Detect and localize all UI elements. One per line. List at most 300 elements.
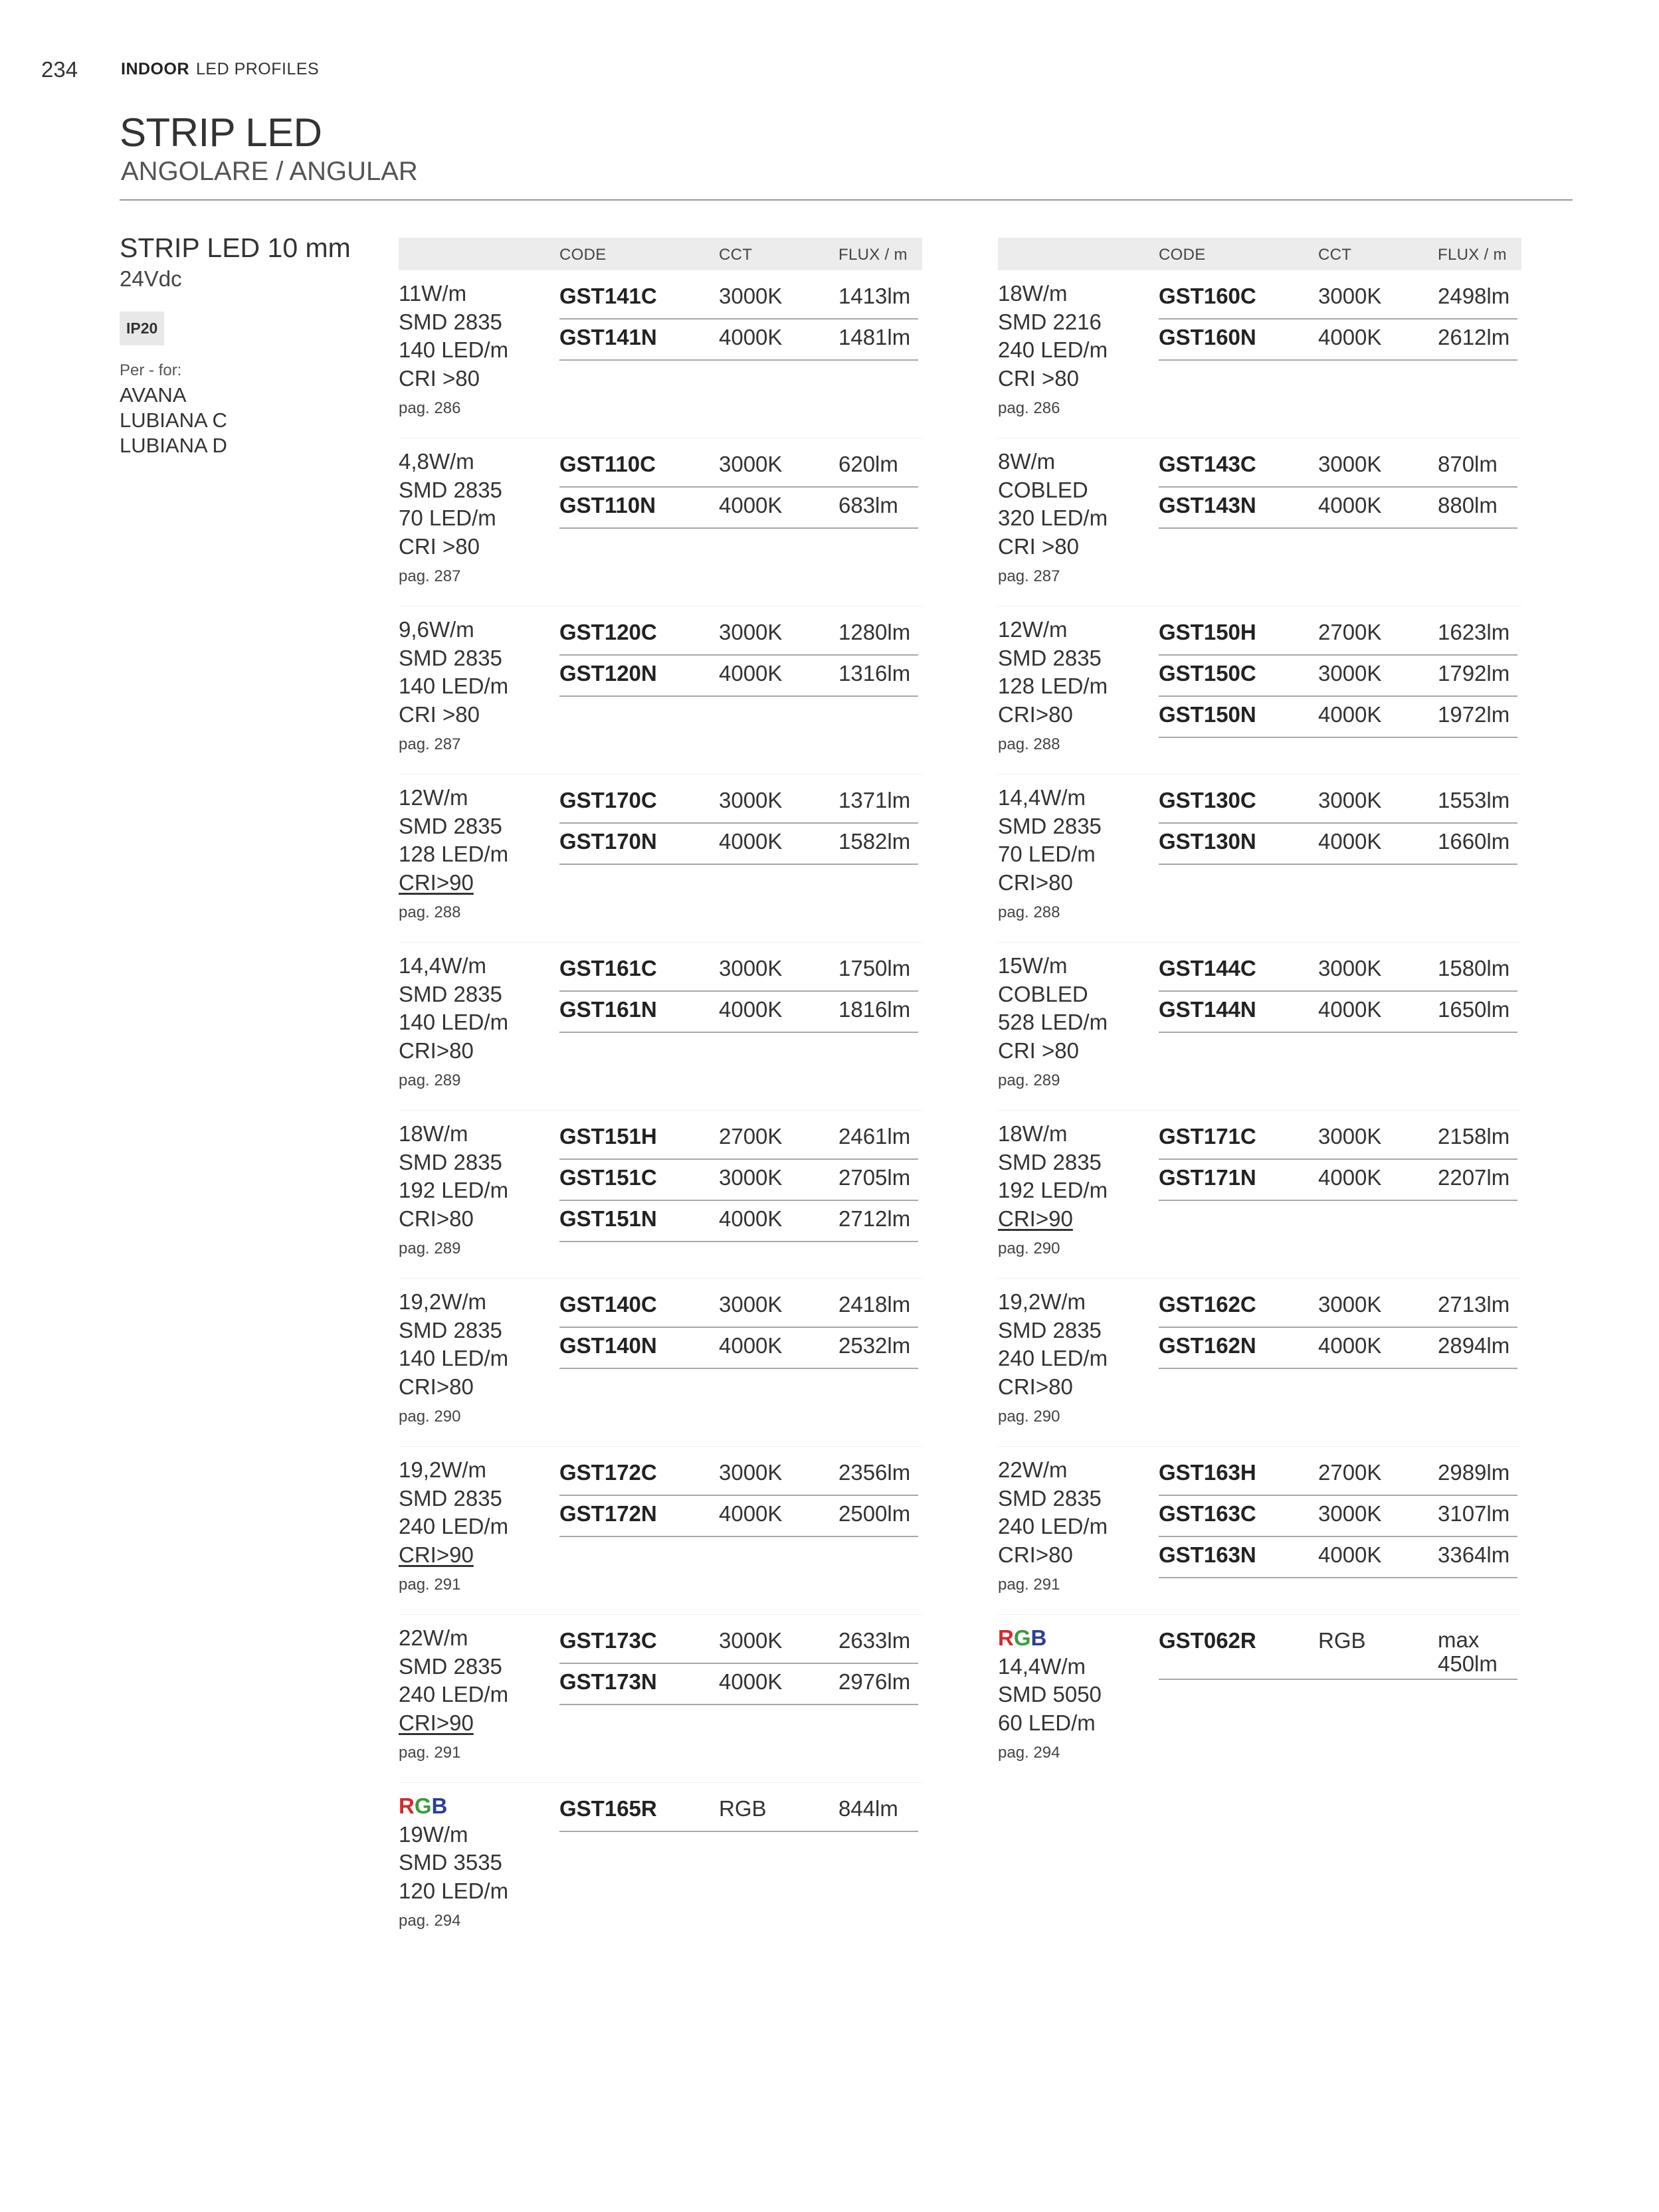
spec-group bbox=[998, 270, 1521, 438]
spec-line: SMD 2835 bbox=[998, 645, 1102, 670]
code-list bbox=[1159, 280, 1517, 362]
spec-block bbox=[399, 1456, 551, 1594]
spec-line: 70 LED/m bbox=[998, 842, 1096, 866]
spec-group bbox=[998, 942, 1521, 1110]
spec-block bbox=[998, 448, 1151, 586]
spec-group bbox=[399, 606, 922, 774]
spec-line: CRI>80 bbox=[998, 1374, 1073, 1399]
spec-group bbox=[399, 1614, 922, 1782]
spec-line: CRI>90 bbox=[399, 870, 474, 895]
flux-value: 1816lm bbox=[838, 997, 911, 1022]
cct-value: 3000K bbox=[719, 956, 783, 980]
cct-value: 4000K bbox=[1318, 997, 1382, 1022]
cct-value: 3000K bbox=[1318, 284, 1382, 308]
spec-line: 19,2W/m bbox=[998, 1289, 1086, 1314]
header-flux: FLUX / m bbox=[1438, 246, 1507, 264]
section-bold: INDOOR bbox=[121, 60, 189, 78]
flux-value: 1792lm bbox=[1438, 661, 1510, 686]
cct-value: 4000K bbox=[719, 1669, 783, 1694]
cct-value: 2700K bbox=[719, 1124, 783, 1149]
cct-value: 3000K bbox=[719, 1165, 783, 1190]
flux-value: max 450lm bbox=[1438, 1627, 1498, 1676]
page-title: STRIP LED bbox=[120, 110, 322, 155]
spec-line: SMD 2216 bbox=[998, 309, 1102, 334]
spec-line: 320 LED/m bbox=[998, 506, 1108, 530]
flux-value: 2976lm bbox=[838, 1669, 911, 1694]
spec-line: 22W/m bbox=[399, 1625, 468, 1650]
rgb-label bbox=[399, 1792, 551, 1821]
table-row bbox=[559, 616, 918, 656]
cct-value: 3000K bbox=[719, 788, 783, 812]
code-list bbox=[559, 1288, 918, 1370]
table-row bbox=[1159, 657, 1517, 697]
for-label: Per - for: bbox=[120, 361, 182, 380]
cct-value: 3000K bbox=[1318, 452, 1382, 476]
product-code: GST150H bbox=[1159, 620, 1256, 644]
table-row bbox=[559, 993, 918, 1033]
cct-value: 3000K bbox=[719, 1460, 783, 1485]
spec-line: 14,4W/m bbox=[399, 953, 487, 978]
product-info bbox=[120, 234, 372, 458]
rgb-letter-g: G bbox=[414, 1794, 432, 1818]
flux-value: 2158lm bbox=[1438, 1124, 1510, 1149]
spec-line: 240 LED/m bbox=[399, 1514, 509, 1538]
spec-line: 240 LED/m bbox=[998, 337, 1108, 362]
spec-group bbox=[998, 1614, 1521, 1782]
spec-line: CRI>80 bbox=[998, 870, 1073, 895]
table-row bbox=[1159, 1456, 1517, 1496]
product-code: GST172C bbox=[559, 1460, 657, 1485]
page-reference: pag. 290 bbox=[998, 1408, 1060, 1426]
spec-block bbox=[998, 784, 1151, 922]
header-code: CODE bbox=[559, 246, 607, 264]
cct-value: 4000K bbox=[719, 1206, 783, 1231]
spec-block bbox=[399, 784, 551, 922]
product-code: GST151H bbox=[559, 1124, 657, 1149]
code-list bbox=[1159, 616, 1517, 739]
spec-line: 128 LED/m bbox=[399, 842, 509, 866]
flux-value: 2418lm bbox=[838, 1292, 911, 1317]
flux-value: 1650lm bbox=[1438, 997, 1510, 1022]
table-row bbox=[559, 1792, 918, 1832]
spec-line: SMD 2835 bbox=[998, 1485, 1102, 1511]
spec-line: SMD 2835 bbox=[998, 813, 1102, 838]
spec-line: SMD 2835 bbox=[399, 981, 502, 1006]
spec-line: CRI>80 bbox=[399, 1038, 474, 1063]
spec-line: 18W/m bbox=[998, 281, 1068, 306]
table-row bbox=[559, 784, 918, 824]
flux-value: 2633lm bbox=[838, 1628, 911, 1653]
spec-line: CRI>90 bbox=[998, 1206, 1073, 1231]
compatible-item: LUBIANA D bbox=[120, 434, 227, 458]
code-list bbox=[559, 616, 918, 698]
page-reference: pag. 291 bbox=[998, 1576, 1060, 1594]
cct-value: 3000K bbox=[719, 284, 783, 308]
flux-value: 870lm bbox=[1438, 452, 1498, 476]
code-list bbox=[559, 448, 918, 530]
flux-value: 2705lm bbox=[838, 1165, 911, 1190]
cct-value: 3000K bbox=[1318, 1292, 1382, 1317]
product-code: GST110N bbox=[559, 493, 656, 517]
product-code: GST170N bbox=[559, 829, 657, 854]
flux-value: 1660lm bbox=[1438, 829, 1510, 854]
compatible-list bbox=[120, 383, 372, 458]
table-row bbox=[1159, 1161, 1517, 1201]
ip-badge: IP20 bbox=[120, 312, 164, 345]
spec-group bbox=[998, 1446, 1521, 1614]
spec-line: CRI>80 bbox=[998, 701, 1073, 727]
table-row bbox=[1159, 489, 1517, 529]
spec-line: 240 LED/m bbox=[998, 1514, 1108, 1538]
code-list bbox=[559, 1624, 918, 1706]
spec-group bbox=[399, 438, 922, 606]
flux-value: 2612lm bbox=[1438, 325, 1510, 349]
spec-group bbox=[399, 1278, 922, 1446]
product-code: GST062R bbox=[1159, 1628, 1256, 1653]
table-row bbox=[559, 1161, 918, 1201]
spec-line: 9,6W/m bbox=[399, 617, 474, 642]
page-reference: pag. 290 bbox=[399, 1408, 461, 1426]
flux-value: 1553lm bbox=[1438, 788, 1510, 812]
table-row bbox=[559, 1329, 918, 1369]
product-voltage: 24Vdc bbox=[120, 266, 182, 292]
table-row bbox=[559, 657, 918, 697]
spec-line: SMD 2835 bbox=[399, 813, 502, 838]
table-row bbox=[1159, 1288, 1517, 1328]
spec-line: SMD 3535 bbox=[399, 1850, 502, 1875]
spec-line: 192 LED/m bbox=[998, 1178, 1108, 1202]
product-code: GST163H bbox=[1159, 1460, 1256, 1485]
spec-block bbox=[998, 1624, 1151, 1762]
section-label bbox=[121, 60, 319, 79]
table-row bbox=[559, 321, 918, 361]
spec-group bbox=[998, 438, 1521, 606]
product-code: GST140C bbox=[559, 1292, 657, 1317]
cct-value: 4000K bbox=[719, 997, 783, 1022]
spec-line: 128 LED/m bbox=[998, 674, 1108, 698]
product-code: GST144C bbox=[1159, 956, 1256, 980]
spec-group bbox=[399, 1110, 922, 1278]
cct-value: 4000K bbox=[1318, 1333, 1382, 1358]
cct-value: 3000K bbox=[1318, 1124, 1382, 1149]
spec-line: 140 LED/m bbox=[399, 674, 509, 698]
right-table bbox=[998, 238, 1521, 1782]
table-row bbox=[1159, 1538, 1517, 1578]
spec-line: 70 LED/m bbox=[399, 506, 496, 530]
cct-value: 3000K bbox=[1318, 956, 1382, 980]
page-reference: pag. 288 bbox=[998, 903, 1060, 921]
flux-value: 3364lm bbox=[1438, 1542, 1510, 1567]
page-reference: pag. 294 bbox=[998, 1744, 1060, 1762]
product-code: GST160N bbox=[1159, 325, 1256, 349]
page-reference: pag. 288 bbox=[399, 903, 461, 921]
cct-value: 2700K bbox=[1318, 1460, 1382, 1485]
spec-block bbox=[399, 1624, 551, 1762]
product-code: GST160C bbox=[1159, 284, 1256, 308]
table-header bbox=[399, 238, 922, 270]
flux-value: 1582lm bbox=[838, 829, 911, 854]
product-code: GST143C bbox=[1159, 452, 1256, 476]
table-row bbox=[559, 280, 918, 320]
page-number: 234 bbox=[41, 57, 78, 82]
table-row bbox=[559, 448, 918, 488]
flux-value: 1316lm bbox=[838, 661, 911, 686]
spec-line: CRI>80 bbox=[399, 1374, 474, 1399]
cct-value: 4000K bbox=[1318, 1542, 1382, 1567]
spec-line: SMD 2835 bbox=[998, 1317, 1102, 1342]
flux-value: 1972lm bbox=[1438, 702, 1510, 727]
flux-value: 2500lm bbox=[838, 1501, 911, 1526]
product-code: GST151N bbox=[559, 1206, 657, 1231]
spec-line: 192 LED/m bbox=[399, 1178, 509, 1202]
spec-line: SMD 2835 bbox=[399, 645, 502, 670]
page-reference: pag. 287 bbox=[399, 567, 461, 585]
spec-line: SMD 5050 bbox=[998, 1682, 1102, 1706]
cct-value: 3000K bbox=[1318, 1501, 1382, 1526]
spec-group bbox=[399, 774, 922, 942]
table-row bbox=[1159, 321, 1517, 361]
spec-block bbox=[998, 952, 1151, 1090]
spec-block bbox=[399, 448, 551, 586]
spec-group bbox=[998, 1278, 1521, 1446]
flux-value: 1371lm bbox=[838, 788, 911, 812]
spec-line: CRI>80 bbox=[399, 1206, 474, 1231]
product-code: GST144N bbox=[1159, 997, 1256, 1022]
cct-value: 4000K bbox=[1318, 1165, 1382, 1190]
spec-group bbox=[399, 942, 922, 1110]
page-reference: pag. 291 bbox=[399, 1576, 461, 1594]
product-code: GST120N bbox=[559, 661, 657, 686]
cct-value: 4000K bbox=[719, 1333, 783, 1358]
rgb-letter-b: B bbox=[1030, 1625, 1047, 1650]
spec-block bbox=[399, 616, 551, 754]
product-name: STRIP LED 10 mm bbox=[120, 232, 351, 263]
rgb-letter-r: R bbox=[998, 1625, 1014, 1650]
cct-value: 4000K bbox=[719, 829, 783, 854]
product-code: GST171C bbox=[1159, 1124, 1256, 1149]
spec-line: 11W/m bbox=[399, 281, 467, 306]
table-row bbox=[559, 1120, 918, 1160]
product-code: GST163N bbox=[1159, 1542, 1256, 1567]
header-cct: CCT bbox=[719, 246, 753, 264]
flux-value: 620lm bbox=[838, 452, 898, 476]
spec-line: 12W/m bbox=[998, 617, 1068, 642]
flux-value: 1280lm bbox=[838, 620, 911, 644]
rgb-letter-r: R bbox=[399, 1794, 415, 1818]
spec-line: 4,8W/m bbox=[399, 449, 474, 474]
spec-line: 19W/m bbox=[399, 1821, 468, 1847]
spec-block bbox=[399, 280, 551, 418]
product-code: GST150N bbox=[1159, 702, 1256, 727]
flux-value: 844lm bbox=[838, 1796, 898, 1821]
product-code: GST151C bbox=[559, 1165, 657, 1190]
code-list bbox=[1159, 1288, 1517, 1370]
cct-value: 4000K bbox=[719, 325, 783, 349]
section-sub: LED PROFILES bbox=[196, 60, 320, 78]
spec-line: SMD 2835 bbox=[399, 477, 502, 502]
product-code: GST173N bbox=[559, 1669, 657, 1694]
table-row bbox=[559, 489, 918, 529]
spec-line: 14,4W/m bbox=[998, 1653, 1086, 1679]
flux-value: 1580lm bbox=[1438, 956, 1510, 980]
spec-line: 14,4W/m bbox=[998, 785, 1086, 810]
table-row bbox=[1159, 952, 1517, 992]
product-code: GST173C bbox=[559, 1628, 657, 1653]
table-row bbox=[1159, 825, 1517, 865]
code-list bbox=[1159, 952, 1517, 1034]
flux-value: 2356lm bbox=[838, 1460, 911, 1485]
code-list bbox=[1159, 1120, 1517, 1202]
page-reference: pag. 287 bbox=[399, 735, 461, 753]
spec-line: COBLED bbox=[998, 477, 1088, 502]
spec-group bbox=[998, 1110, 1521, 1278]
table-row bbox=[559, 1288, 918, 1328]
page-reference: pag. 291 bbox=[399, 1744, 461, 1762]
spec-line: SMD 2835 bbox=[399, 1485, 502, 1511]
product-code: GST110C bbox=[559, 452, 656, 476]
cct-value: 4000K bbox=[719, 1501, 783, 1526]
table-row bbox=[1159, 616, 1517, 656]
page-reference: pag. 286 bbox=[399, 399, 461, 417]
code-list bbox=[1159, 1456, 1517, 1580]
spec-line: 60 LED/m bbox=[998, 1710, 1096, 1735]
spec-line: 528 LED/m bbox=[998, 1010, 1108, 1034]
spec-line: CRI >80 bbox=[399, 365, 480, 391]
spec-line: SMD 2835 bbox=[998, 1149, 1102, 1174]
cct-value: 2700K bbox=[1318, 620, 1382, 644]
product-code: GST161N bbox=[559, 997, 657, 1022]
spec-line: SMD 2835 bbox=[399, 309, 502, 334]
header-flux: FLUX / m bbox=[838, 246, 908, 264]
page-reference: pag. 288 bbox=[998, 735, 1060, 753]
spec-line: 240 LED/m bbox=[998, 1346, 1108, 1370]
product-code: GST143N bbox=[1159, 493, 1256, 517]
flux-value: 1623lm bbox=[1438, 620, 1510, 644]
product-code: GST130C bbox=[1159, 788, 1256, 812]
cct-value: 4000K bbox=[1318, 493, 1382, 517]
spec-block bbox=[399, 1792, 551, 1930]
flux-value: 3107lm bbox=[1438, 1501, 1510, 1526]
product-code: GST172N bbox=[559, 1501, 657, 1526]
spec-block bbox=[399, 952, 551, 1090]
product-code: GST140N bbox=[559, 1333, 657, 1358]
flux-value: 2532lm bbox=[838, 1333, 911, 1358]
table-row bbox=[559, 1456, 918, 1496]
spec-line: CRI >80 bbox=[998, 533, 1079, 559]
code-list bbox=[1159, 448, 1517, 530]
table-row bbox=[1159, 1120, 1517, 1160]
spec-block bbox=[998, 280, 1151, 418]
spec-line: CRI >80 bbox=[399, 701, 480, 727]
cct-value: 3000K bbox=[719, 620, 783, 644]
spec-line: SMD 2835 bbox=[399, 1317, 502, 1342]
table-row bbox=[1159, 1624, 1517, 1680]
product-code: GST141C bbox=[559, 284, 657, 308]
code-list bbox=[559, 1456, 918, 1538]
table-row bbox=[1159, 448, 1517, 488]
code-list bbox=[559, 1120, 918, 1244]
product-code: GST163C bbox=[1159, 1501, 1256, 1526]
spec-line: 18W/m bbox=[399, 1121, 468, 1146]
table-header bbox=[998, 238, 1521, 270]
code-list bbox=[559, 1792, 918, 1833]
spec-block bbox=[998, 1456, 1151, 1594]
header-code: CODE bbox=[1159, 246, 1206, 264]
spec-line: SMD 2835 bbox=[399, 1653, 502, 1679]
table-row bbox=[559, 825, 918, 865]
cct-value: 3000K bbox=[719, 1628, 783, 1653]
flux-value: 2461lm bbox=[838, 1124, 911, 1149]
table-row bbox=[559, 952, 918, 992]
product-code: GST162C bbox=[1159, 1292, 1256, 1317]
spec-line: 12W/m bbox=[399, 785, 468, 810]
spec-line: 22W/m bbox=[998, 1457, 1068, 1482]
spec-line: COBLED bbox=[998, 981, 1088, 1006]
product-code: GST130N bbox=[1159, 829, 1256, 854]
flux-value: 2498lm bbox=[1438, 284, 1510, 308]
spec-line: 140 LED/m bbox=[399, 337, 509, 362]
spec-group bbox=[399, 270, 922, 438]
rgb-letter-b: B bbox=[431, 1794, 448, 1818]
page-reference: pag. 289 bbox=[399, 1071, 461, 1089]
code-list bbox=[559, 952, 918, 1034]
page-reference: pag. 289 bbox=[399, 1240, 461, 1257]
flux-value: 2713lm bbox=[1438, 1292, 1510, 1317]
page-subtitle: ANGOLARE / ANGULAR bbox=[121, 157, 418, 186]
cct-value: 4000K bbox=[719, 493, 783, 517]
flux-value: 1413lm bbox=[838, 284, 911, 308]
spec-group bbox=[998, 774, 1521, 942]
product-code: GST171N bbox=[1159, 1165, 1256, 1190]
table-row bbox=[559, 1624, 918, 1664]
cct-value: 3000K bbox=[1318, 661, 1382, 686]
spec-line: CRI >80 bbox=[998, 1038, 1079, 1063]
page-reference: pag. 286 bbox=[998, 399, 1060, 417]
cct-value: 3000K bbox=[719, 452, 783, 476]
product-code: GST170C bbox=[559, 788, 657, 812]
spec-line: CRI>80 bbox=[998, 1542, 1073, 1567]
spec-line: 18W/m bbox=[998, 1121, 1068, 1146]
spec-group bbox=[998, 606, 1521, 774]
cct-value: 3000K bbox=[719, 1292, 783, 1317]
cct-value: RGB bbox=[1318, 1628, 1366, 1653]
page-reference: pag. 287 bbox=[998, 567, 1060, 585]
spec-line: 15W/m bbox=[998, 953, 1068, 978]
spec-group bbox=[399, 1446, 922, 1614]
header-cct: CCT bbox=[1318, 246, 1352, 264]
page-reference: pag. 294 bbox=[399, 1912, 461, 1930]
rgb-letter-g: G bbox=[1013, 1625, 1031, 1650]
spec-line: SMD 2835 bbox=[399, 1149, 502, 1174]
spec-line: 140 LED/m bbox=[399, 1010, 509, 1034]
spec-block bbox=[998, 1288, 1151, 1426]
product-code: GST165R bbox=[559, 1796, 657, 1821]
table-row bbox=[1159, 280, 1517, 320]
product-code: GST161C bbox=[559, 956, 657, 980]
cct-value: 4000K bbox=[1318, 325, 1382, 349]
title-rule bbox=[120, 199, 1573, 201]
table-row bbox=[1159, 784, 1517, 824]
flux-value: 2207lm bbox=[1438, 1165, 1510, 1190]
spec-block bbox=[399, 1288, 551, 1426]
table-row bbox=[1159, 1497, 1517, 1537]
code-list bbox=[1159, 1624, 1517, 1681]
table-row bbox=[1159, 698, 1517, 738]
cct-value: 4000K bbox=[1318, 829, 1382, 854]
spec-line: CRI>90 bbox=[399, 1542, 474, 1567]
table-row bbox=[559, 1202, 918, 1242]
cct-value: 4000K bbox=[1318, 702, 1382, 727]
